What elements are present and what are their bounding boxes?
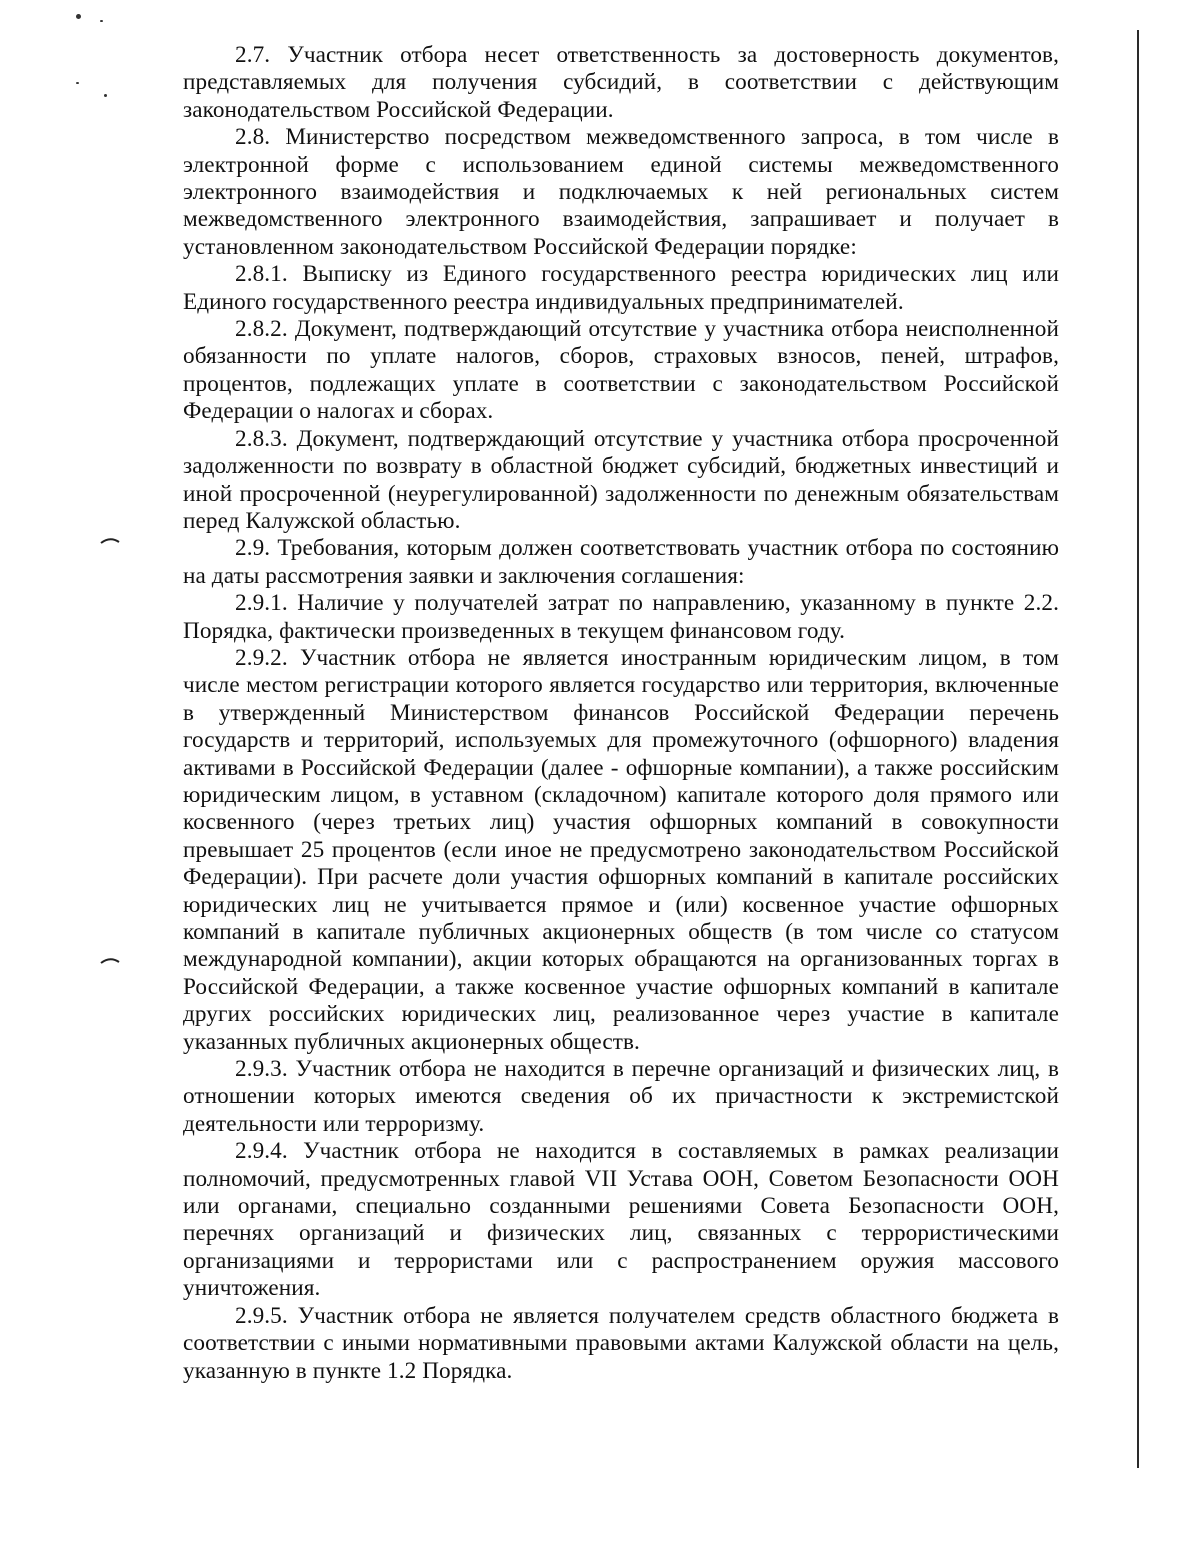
right-margin-line — [1137, 30, 1139, 1468]
scan-speck — [76, 14, 81, 19]
scan-speck — [104, 94, 107, 97]
paragraph-2-9-5: 2.9.5. Участник отбора не является получателем средств областного бюджета в соответствии с иными нормативными правовыми актами Калужской области на цель, указанную в пункте 1.2 Порядка. — [183, 1302, 1059, 1384]
scan-speck — [76, 82, 79, 84]
paragraph-2-7: 2.7. Участник отбора несет ответственность за достоверность документов, представляемых для получения субсидий, в соответствии с действующим законодательством Российской Федерации. — [183, 42, 1059, 123]
paragraph-2-9-2: 2.9.2. Участник отбора не является иностранным юридическим лицом, в том числе местом регистрации которого является государство или территория, включенные в утвержденный Министерством финансов Российской Федерации перечень государств и территорий, используемых для промежуточного (офшорного) владения активами в Российской Федерации (далее - офшорные компании), а также российским юридическим лицом, в уставном (складочном) капитале которого доля прямого или косвенного (через третьих лиц) участия офшорных компаний в совокупности превышает 25 процентов (если иное не предусмотрено законодательством Российской Федерации). При расчете доли участия офшорных компаний в капитале российских юридических лиц не учитывается прямое и (или) косвенное участие офшорных компаний в капитале публичных акционерных обществ (в том числе со статусом международной компании), акции которых обращаются на организованных торгах в Российской Федерации, а также косвенное участие офшорных компаний в капитале других российских юридических лиц, реализованное через участие в капитале указанных публичных акционерных обществ. — [183, 644, 1059, 1055]
document-body — [183, 42, 1059, 1385]
paragraph-2-9: 2.9. Требования, которым должен соответствовать участник отбора по состоянию на даты рассмотрения заявки и заключения соглашения: — [183, 535, 1059, 589]
paragraph-2-9-4: 2.9.4. Участник отбора не находится в составляемых в рамках реализации полномочий, предусмотренных главой VII Устава ООН, Советом Безопасности ООН или органами, специально созданными решениями Совета Безопасности ООН, перечнях организаций и физических лиц, связанных с террористическими организациями и террористами или с распространением оружия массового уничтожения. — [183, 1138, 1059, 1302]
paragraph-2-9-1: 2.9.1. Наличие у получателей затрат по направлению, указанному в пункте 2.2. Порядка, фактически произведенных в текущем финансовом году. — [183, 590, 1059, 644]
scan-speck — [100, 20, 103, 22]
punch-hole-mark — [100, 956, 120, 964]
paragraph-2-8: 2.8. Министерство посредством межведомственного запроса, в том числе в электронной форме с использованием единой системы межведомственного электронного взаимодействия и подключаемых к ней региональных систем межведомственного электронного взаимодействия, запрашивает и получает в установленном законодательством Российской Федерации порядке: — [183, 124, 1059, 260]
paragraph-2-9-3: 2.9.3. Участник отбора не находится в перечне организаций и физических лиц, в отношении которых имеются сведения об их причастности к экстремистской деятельности или терроризму. — [183, 1056, 1059, 1137]
paragraph-2-8-2: 2.8.2. Документ, подтверждающий отсутствие у участника отбора неисполненной обязанности по уплате налогов, сборов, страховых взносов, пеней, штрафов, процентов, подлежащих уплате в соответствии с законодательством Российской Федерации о налогах и сборах. — [183, 316, 1059, 425]
paragraph-2-8-1: 2.8.1. Выписку из Единого государственного реестра юридических лиц или Единого государственного реестра индивидуальных предпринимателей. — [183, 261, 1059, 315]
paragraph-2-8-3: 2.8.3. Документ, подтверждающий отсутствие у участника отбора просроченной задолженности по возврату в областной бюджет субсидий, бюджетных инвестиций и иной просроченной (неурегулированной) задолженности по денежным обязательствам перед Калужской областью. — [183, 425, 1059, 534]
punch-hole-mark — [100, 536, 120, 544]
